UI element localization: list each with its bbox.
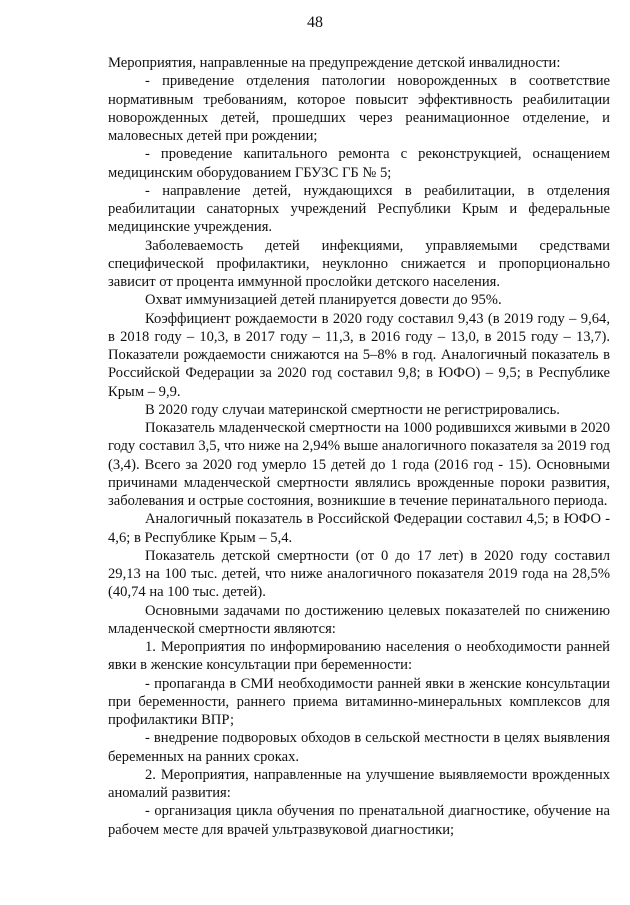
paragraph-main-tasks: Основными задачами по достижению целевых показателей по снижению младенческой смертности являются: (108, 602, 610, 637)
paragraph-immunization-coverage: Охват иммунизацией детей планируется довести до 95%. (145, 292, 502, 309)
paragraph-household-visits: - внедрение подворовых обходов в сельской местности в целях выявления беременных на ранних сроках. (108, 730, 610, 765)
paragraph-maternal-mortality: В 2020 году случаи материнской смертности не регистрировались. (145, 401, 560, 418)
paragraph-task-2: 2. Мероприятия, направленные на улучшение выявляемости врожденных аномалий развития: (108, 766, 610, 801)
document-body (108, 54, 610, 839)
paragraph-comparable-indicator: Аналогичный показатель в Российской Федерации составил 4,5; в ЮФО - 4,6; в Республике Крым – 5,4. (108, 511, 610, 546)
paragraph-child-mortality: Показатель детской смертности (от 0 до 17 лет) в 2020 году составил 29,13 на 100 тыс. детей, что ниже аналогичного показателя 2019 года на 28,5% (40,74 на 100 тыс. детей). (108, 547, 610, 601)
paragraph-media-campaign: - пропаганда в СМИ необходимости ранней явки в женские консультации при беременности, раннего приема витаминно-минеральных комплексов для профилактики ВПР; (108, 675, 610, 728)
paragraph-training-cycle: - организация цикла обучения по пренатальной диагностике, обучение на рабочем месте для врачей ультразвуковой диагностики; (108, 803, 610, 838)
paragraph-task-1: 1. Мероприятия по информированию населения о необходимости ранней явки в женские консультации при беременности: (108, 639, 610, 674)
paragraph-birth-rate: Коэффициент рождаемости в 2020 году составил 9,43 (в 2019 году – 9,64, в 2018 году – 10,3, в 2017 году – 11,3, в 2016 году – 13,0, в 2015 году – 13,7). Показатели рождаемости снижаются на 5–8% в год. Аналогичный показатель в Российской Федерации за 2020 год составил 9,8; в ЮФО) – 9,5; в Республике Крым – 9,9. (108, 310, 610, 400)
page-number: 48 (307, 14, 323, 31)
paragraph-disability-prevention-heading: Мероприятия, направленные на предупреждение детской инвалидности: (108, 55, 561, 71)
paragraph-infection-incidence: Заболеваемость детей инфекциями, управляемыми средствами специфической профилактики, неуклонно снижается и пропорционально зависит от процента иммунной прослойки детского населения. (108, 237, 610, 290)
paragraph-infant-mortality: Показатель младенческой смертности на 1000 родившихся живыми в 2020 году составил 3,5, что ниже на 2,94% выше аналогичного показателя за 2019 год (3,4). Всего за 2020 год умерло 15 детей до 1 года (2016 год - 15). Основными причинами младенческой смертности являлись врожденные пороки развития, заболевания и острые состояния, возникшие в течение перинатального периода. (108, 420, 610, 509)
paragraph-capital-repair: - проведение капитального ремонта с реконструкцией, оснащением медицинским оборудованием ГБУЗС ГБ № 5; (108, 146, 610, 181)
paragraph-rehabilitation-referral: - направление детей, нуждающихся в реабилитации, в отделения реабилитации санаторных учреждений Республики Крым и федеральные медицинские учреждения. (108, 182, 610, 236)
paragraph-neonatal-department: - приведение отделения патологии новорожденных в соответствие нормативным требованиям, которое повысит эффективность реабилитации новорожденных детей, прошедших через реанимационное отделение, и маловесных детей при рождении; (108, 73, 610, 144)
